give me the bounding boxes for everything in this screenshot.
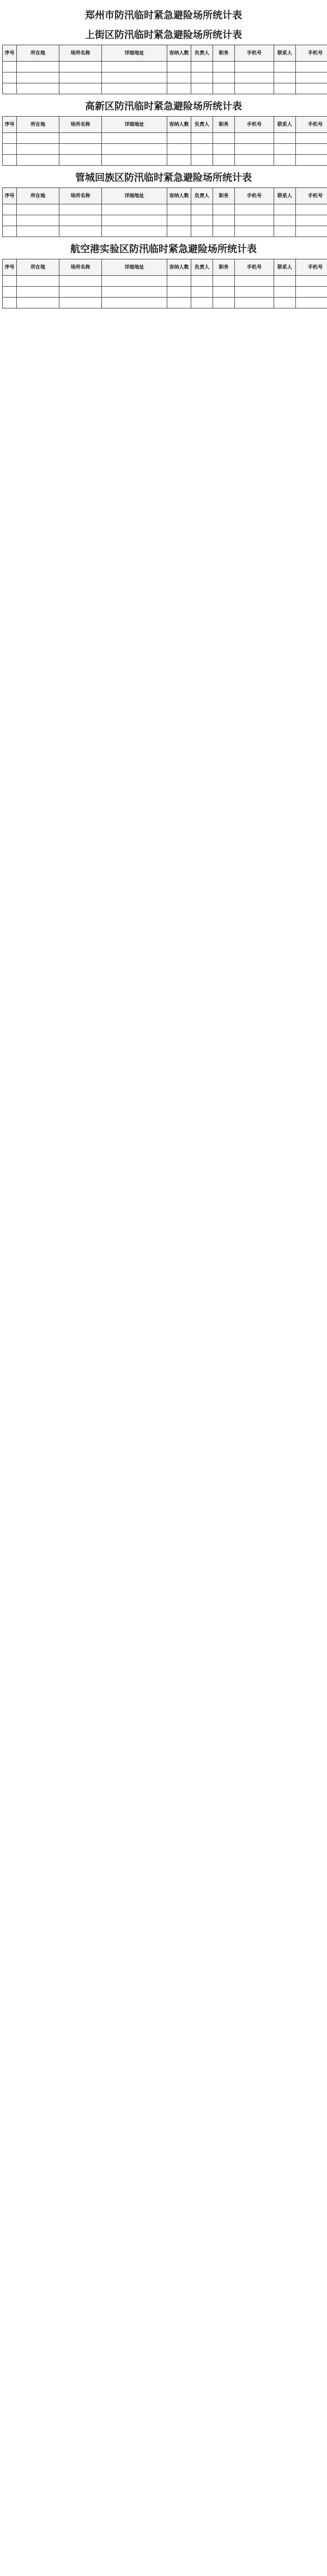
column-header: 所在地 [17, 117, 59, 133]
column-header: 手机号 [296, 117, 327, 133]
column-header: 职务 [213, 45, 235, 62]
table-body [3, 204, 327, 237]
table-title-airport: 航空港实验区防汛临时紧急避险场所统计表 [70, 244, 257, 255]
table-row [3, 72, 327, 83]
shelter-table-shangjie [2, 45, 327, 94]
table-header-row [3, 117, 327, 133]
column-header: 联系人 [274, 259, 296, 276]
column-header: 序号 [3, 45, 17, 62]
column-header: 负责人 [191, 188, 213, 204]
column-header: 序号 [3, 259, 17, 276]
column-header: 职务 [213, 117, 235, 133]
column-header: 负责人 [191, 259, 213, 276]
table-header-row [3, 259, 327, 276]
table-title-gaoxin: 高新区防汛临时紧急避险场所统计表 [85, 101, 242, 112]
table-row [3, 83, 327, 94]
table-row [3, 298, 327, 308]
table-title-zhengzhou: 郑州市防汛临时紧急避险场所统计表 [85, 10, 242, 21]
document-sheet [0, 0, 327, 317]
table-body [3, 276, 327, 308]
table-title-guancheng: 管城回族区防汛临时紧急避险场所统计表 [75, 172, 252, 184]
table-title-shangjie: 上街区防汛临时紧急避险场所统计表 [85, 29, 242, 41]
column-header: 手机号 [296, 188, 327, 204]
column-header: 负责人 [191, 117, 213, 133]
table-header-row [3, 45, 327, 62]
table-row [3, 133, 327, 144]
column-header: 职务 [213, 259, 235, 276]
column-header: 容纳人数 [167, 117, 191, 133]
column-header: 手机号 [235, 259, 274, 276]
table-row [3, 144, 327, 155]
column-header: 场所名称 [59, 117, 102, 133]
column-header: 联系人 [274, 188, 296, 204]
column-header: 序号 [3, 117, 17, 133]
table-row [3, 226, 327, 237]
column-header: 序号 [3, 188, 17, 204]
shelter-table-gaoxin [2, 116, 327, 166]
table-row [3, 287, 327, 298]
column-header: 手机号 [296, 45, 327, 62]
column-header: 详细地址 [102, 188, 167, 204]
table-body [3, 133, 327, 166]
column-header: 职务 [213, 188, 235, 204]
column-header: 容纳人数 [167, 45, 191, 62]
shelter-table-guancheng [2, 187, 327, 237]
column-header: 容纳人数 [167, 188, 191, 204]
column-header: 所在地 [17, 45, 59, 62]
column-header: 手机号 [296, 259, 327, 276]
column-header: 详细地址 [102, 117, 167, 133]
shelter-table-airport [2, 259, 327, 308]
column-header: 详细地址 [102, 259, 167, 276]
column-header: 手机号 [235, 188, 274, 204]
table-row [3, 215, 327, 226]
table-header-row [3, 188, 327, 204]
column-header: 场所名称 [59, 259, 102, 276]
column-header: 手机号 [235, 117, 274, 133]
column-header: 联系人 [274, 45, 296, 62]
column-header: 详细地址 [102, 45, 167, 62]
table-body [3, 62, 327, 94]
table-row [3, 276, 327, 287]
table-row [3, 62, 327, 72]
column-header: 容纳人数 [167, 259, 191, 276]
column-header: 场所名称 [59, 188, 102, 204]
column-header: 联系人 [274, 117, 296, 133]
column-header: 所在地 [17, 188, 59, 204]
table-row [3, 155, 327, 166]
column-header: 负责人 [191, 45, 213, 62]
column-header: 场所名称 [59, 45, 102, 62]
column-header: 所在地 [17, 259, 59, 276]
column-header: 手机号 [235, 45, 274, 62]
table-row [3, 204, 327, 215]
